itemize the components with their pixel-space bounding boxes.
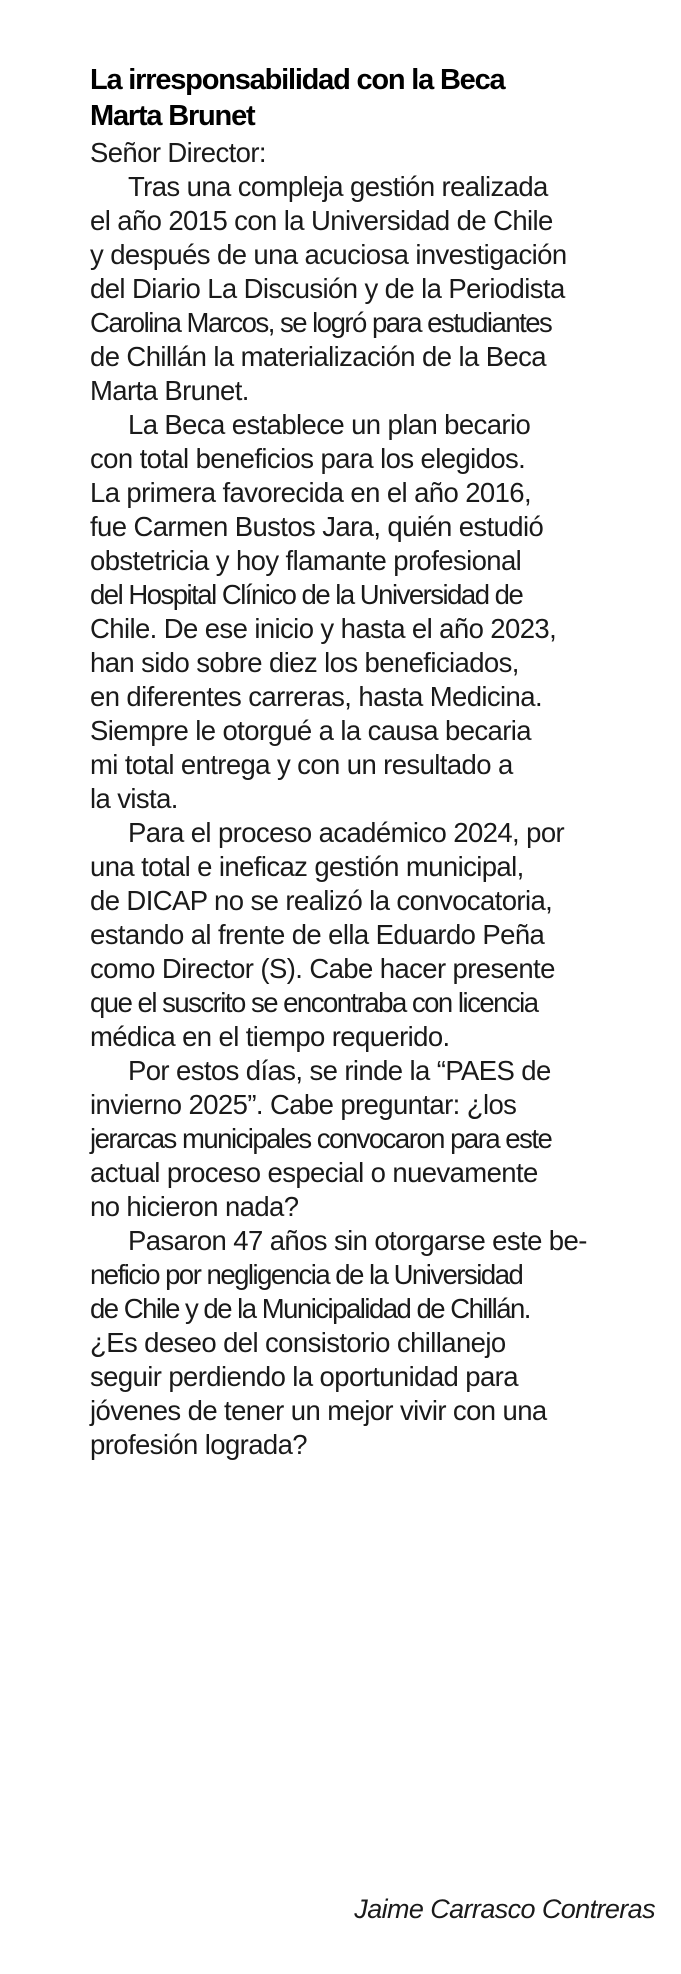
text-line: invierno 2025”. Cabe preguntar: ¿los xyxy=(90,1089,517,1120)
text-line: del Hospital Clínico de la Universidad de xyxy=(90,579,523,610)
text-line: y después de una acuciosa investigación xyxy=(90,239,567,270)
text-line: del Diario La Discusión y de la Periodista xyxy=(90,273,565,304)
text-line: Tras una compleja gestión realizada xyxy=(128,171,548,202)
text-line: una total e ineficaz gestión municipal, xyxy=(90,851,524,882)
text-line: jerarcas municipales convocaron para este xyxy=(90,1123,552,1154)
paragraph-1 xyxy=(90,170,657,408)
text-line: Chile. De ese inicio y hasta el año 2023, xyxy=(90,613,557,644)
text-line: de DICAP no se realizó la convocatoria, xyxy=(90,885,553,916)
text-line: de Chile y de la Municipalidad de Chillán. xyxy=(90,1293,530,1324)
text-line: la vista. xyxy=(90,783,178,814)
text-line: que el suscrito se encontraba con licencia xyxy=(90,987,538,1018)
paragraph-5 xyxy=(90,1224,657,1462)
text-line: en diferentes carreras, hasta Medicina. xyxy=(90,681,542,712)
text-line: seguir perdiendo la oportunidad para xyxy=(90,1361,518,1392)
headline-line: Marta Brunet xyxy=(90,100,255,132)
text-line: el año 2015 con la Universidad de Chile xyxy=(90,205,553,236)
text-line: obstetricia y hoy flamante profesional xyxy=(90,545,522,576)
paragraph-3 xyxy=(90,816,657,1054)
text-line: Por estos días, se rinde la “PAES de xyxy=(128,1055,551,1086)
text-line: Pasaron 47 años sin otorgarse este be- xyxy=(128,1225,587,1256)
text-line: con total beneficios para los elegidos. xyxy=(90,443,526,474)
text-line: Marta Brunet. xyxy=(90,375,249,406)
text-line: como Director (S). Cabe hacer presente xyxy=(90,953,555,984)
paragraph-4 xyxy=(90,1054,657,1224)
text-line: han sido sobre diez los beneficiados, xyxy=(90,647,519,678)
text-line: jóvenes de tener un mejor vivir con una xyxy=(90,1395,547,1426)
text-line: actual proceso especial o nuevamente xyxy=(90,1157,538,1188)
text-line: no hicieron nada? xyxy=(90,1191,299,1222)
text-line: Para el proceso académico 2024, por xyxy=(128,817,565,848)
headline xyxy=(90,62,657,134)
signature: Jaime Carrasco Contreras xyxy=(354,1894,655,1924)
paragraph-2 xyxy=(90,408,657,816)
text-line: La Beca establece un plan becario xyxy=(128,409,531,440)
text-line: profesión lograda? xyxy=(90,1429,308,1460)
text-line: fue Carmen Bustos Jara, quién estudió xyxy=(90,511,544,542)
salutation: Señor Director: xyxy=(90,137,266,168)
text-line: Carolina Marcos, se logró para estudiantes xyxy=(90,307,552,338)
text-line: neficio por negligencia de la Universidad xyxy=(90,1259,523,1290)
text-line: Siempre le otorgué a la causa becaria xyxy=(90,715,531,746)
text-line: La primera favorecida en el año 2016, xyxy=(90,477,532,508)
text-line: médica en el tiempo requerido. xyxy=(90,1021,450,1052)
text-line: estando al frente de ella Eduardo Peña xyxy=(90,919,545,950)
text-line: mi total entrega y con un resultado a xyxy=(90,749,513,780)
text-line: de Chillán la materialización de la Beca xyxy=(90,341,546,372)
headline-line: La irresponsabilidad con la Beca xyxy=(90,64,505,96)
text-line: ¿Es deseo del consistorio chillanejo xyxy=(90,1327,506,1358)
